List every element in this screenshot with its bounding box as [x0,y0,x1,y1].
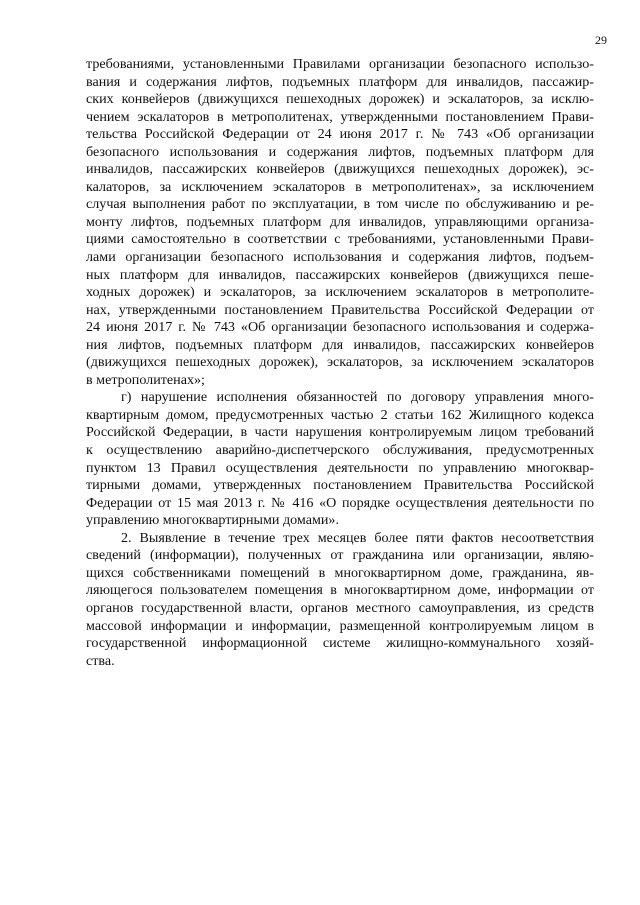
text-line: тельства Российской Федерации от 24 июня 2017 г. № 743 «Об организации [86,126,594,143]
text-line: калаторов, за исключением эскалаторов в метрополитенах», за исключением [86,178,594,195]
text-line: ских конвейеров (движущихся пешеходных дорожек) и эскалаторов, за исклю- [86,91,594,108]
text-line: безопасного использования и содержания лифтов, подъемных платформ для [86,143,594,160]
page-number: 29 [595,33,607,47]
text-line: управлению многоквартирными домами». [86,512,340,529]
paragraph-item-2 [86,530,594,670]
document-body [86,56,594,670]
text-line: ных платформ для инвалидов, пассажирских конвейеров (движущихся пеше- [86,266,594,283]
paragraph-item-g [86,389,594,529]
text-line: массовой информации и информации, размещенной контролируемым лицом в [86,617,594,634]
text-line: вания и содержания лифтов, подъемных платформ для инвалидов, пассажир- [86,73,594,90]
text-line: нах, утвержденными постановлением Правительства Российской Федерации от [86,301,594,318]
text-line: к осуществлению аварийно-диспетчерского обслуживания, предусмотренных [86,442,594,459]
text-line: лами организации безопасного использования и содержания лифтов, подъем- [86,249,594,266]
text-line: в метрополитенах»; [86,371,205,388]
text-line: инвалидов, пассажирских конвейеров (движущихся пешеходных дорожек), эс- [86,161,594,178]
paragraph-continuation [86,56,594,389]
text-line: ходных дорожек) и эскалаторов, за исключением эскалаторов в метрополите- [86,284,594,301]
text-line: щихся собственниками помещений в многоквартирном доме, гражданина, яв- [86,564,594,581]
text-line: Российской Федерации, в части нарушения контролируемым лицом требований [86,424,594,441]
text-line: чением эскалаторов в метрополитенах, утвержденными постановлением Прави- [86,108,594,125]
text-line: ства. [86,652,115,669]
text-line: пунктом 13 Правил осуществления деятельности по управлению многоквар- [86,459,594,476]
text-line: случая выполнения работ по эксплуатации, в том числе по обслуживанию и ре- [86,196,594,213]
text-line: 24 июня 2017 г. № 743 «Об организации безопасного использования и содержа- [86,319,594,336]
text-line: г) нарушение исполнения обязанностей по договору управления много- [121,389,594,406]
text-line: квартирным домом, предусмотренных частью 2 статьи 162 Жилищного кодекса [86,406,594,423]
text-line: ляющегося пользователем помещения в многоквартирном доме, информации от [86,582,594,599]
text-line: органов государственной власти, органов местного самоуправления, из средств [86,599,594,616]
text-line: тирными домами, утвержденных постановлением Правительства Российской [86,477,594,494]
text-line: сведений (информации), полученных от гражданина или организации, являю- [86,547,594,564]
text-line: монту лифтов, подъемных платформ для инвалидов, управляющими организа- [86,213,594,230]
text-line: циями самостоятельно в соответствии с требованиями, установленными Прави- [86,231,594,248]
text-line: ния лифтов, подъемных платформ для инвалидов, пассажирских конвейеров [86,336,594,353]
text-line: Федерации от 15 мая 2013 г. № 416 «О порядке осуществления деятельности по [86,494,594,511]
text-line: требованиями, установленными Правилами организации безопасного использо- [86,56,594,72]
text-line: государственной информационной системе жилищно-коммунального хозяй- [86,635,594,652]
text-line: (движущихся пешеходных дорожек), эскалаторов, за исключением эскалаторов [86,354,594,371]
text-line: 2. Выявление в течение трех месяцев более пяти фактов несоответствия [121,529,594,546]
